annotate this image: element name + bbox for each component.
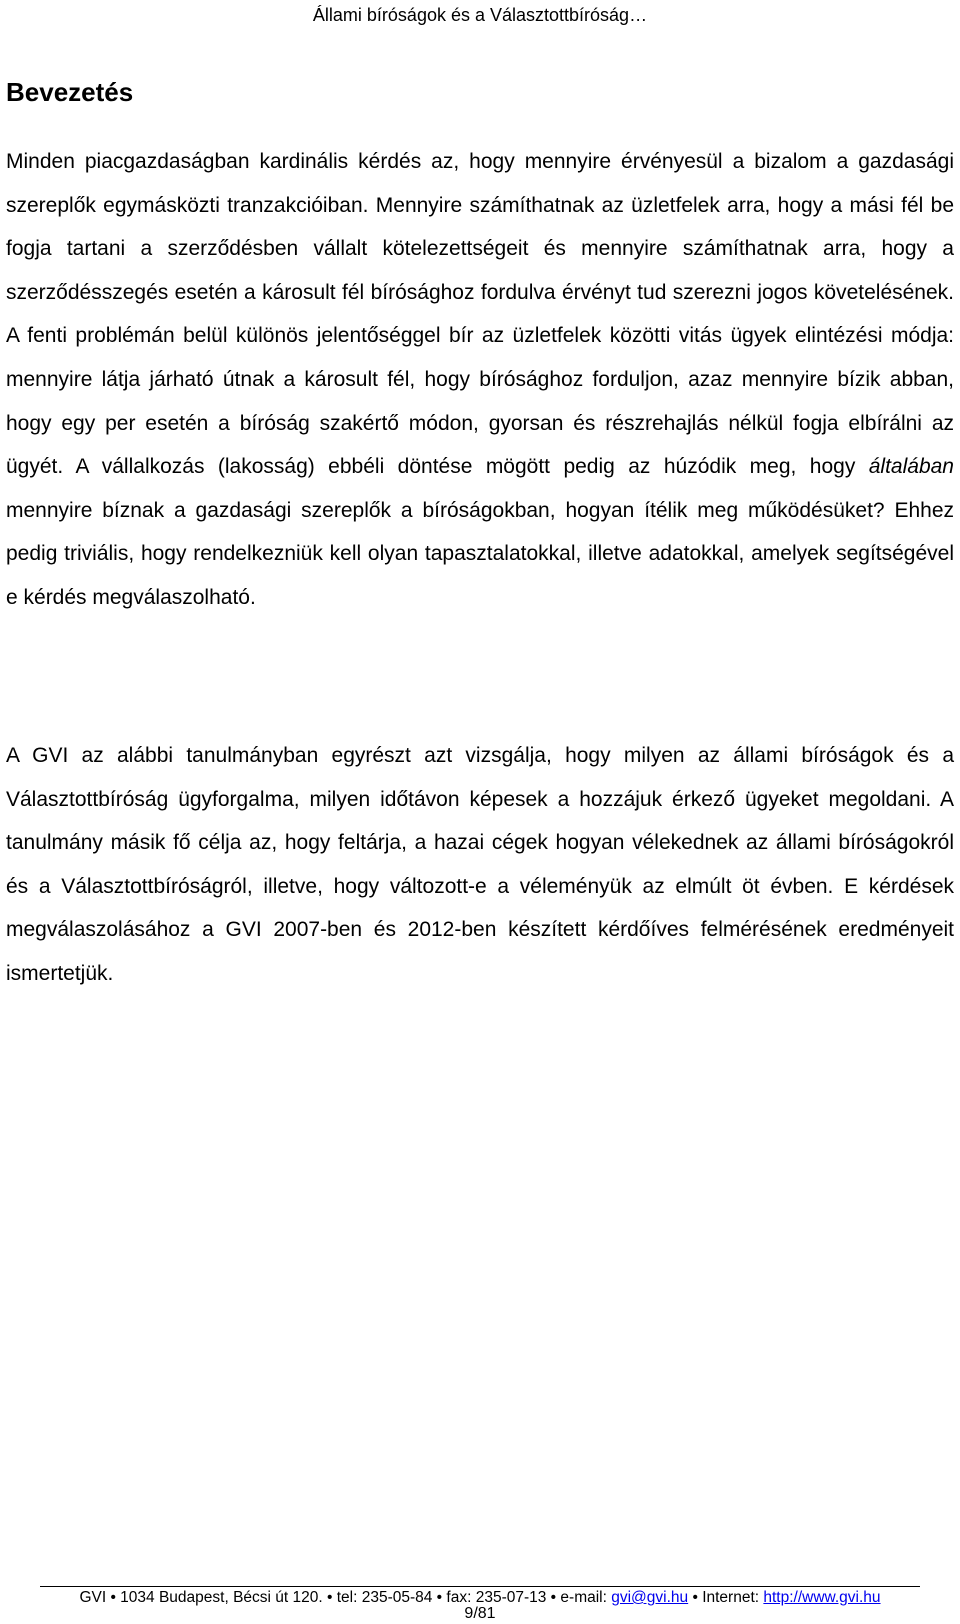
- page-number: 9/81: [464, 1605, 496, 1622]
- paragraph-intro-text-start: Minden piacgazdaságban kardinális kérdés az, hogy mennyire érvényesül a bizalom a gazdasági szereplők egymásközti tranzakcióiban. Mennyire számíthatnak az üzletfelek arra, hogy a mási fél be fogja tartani a szerződésben vállalt kötelezettségeit és mennyire számíthatnak arra, hogy a szerződésszegés esetén a károsult fél bírósághoz fordulva érvényt tud szerezni jogos követelésének. A fenti problémán belül különös jelentőséggel bír az üzletfelek közötti vitás ügyek elintézési módja: mennyire látja járható útnak a károsult fél, hogy bírósághoz forduljon, azaz mennyire bízik abban, hogy egy per esetén a bíróság szakértő módon, gyorsan és részrehajlás nélkül fogja elbírálni az ügyét. A vállalkozás (lakosság) ebbéli döntése mögött pedig az húzódik meg, hogy: [6, 150, 954, 479]
- section-heading: Bevezetés: [6, 77, 134, 107]
- paragraph-intro: [6, 140, 954, 620]
- running-header: Állami bíróságok és a Választottbíróság…: [312, 5, 648, 25]
- paragraph-intro-text-end: mennyire bíznak a gazdasági szereplők a bíróságokban, hogyan ítélik meg működésüket? Ehhez pedig triviális, hogy rendelkezniük kell olyan tapasztalatokkal, illetve adatokkal, amelyek segítségével e kérdés megválaszolható.: [6, 498, 954, 609]
- footer-address: GVI • 1034 Budapest, Bécsi út 120. • tel: 235-05-84 • fax: 235-07-13 • e-mail:: [79, 1589, 612, 1606]
- emphasized-word: általában: [868, 455, 954, 479]
- paragraph-study-aim: A GVI az alábbi tanulmányban egyrészt azt vizsgálja, hogy milyen az állami bíróságok és a Választottbíróság ügyforgalma, milyen időtávon képesek a hozzájuk érkező ügyeket megoldani. A tanulmány másik fő célja az, hogy feltárja, a hazai cégek hogyan vélekednek az állami bíróságokról és a Választottbíróságról, illetve, hogy változott-e a véleményük az elmúlt öt évben. E kérdések megválaszolásához a GVI 2007-ben és 2012-ben készített kérdőíves felmérésének eredményeit ismertetjük.: [6, 744, 954, 985]
- footer-internet-label: • Internet:: [688, 1589, 764, 1606]
- footer-divider: [40, 1586, 920, 1587]
- footer-email-link[interactable]: gvi@gvi.hu: [611, 1589, 689, 1606]
- footer-website-link[interactable]: http://www.gvi.hu: [763, 1589, 881, 1606]
